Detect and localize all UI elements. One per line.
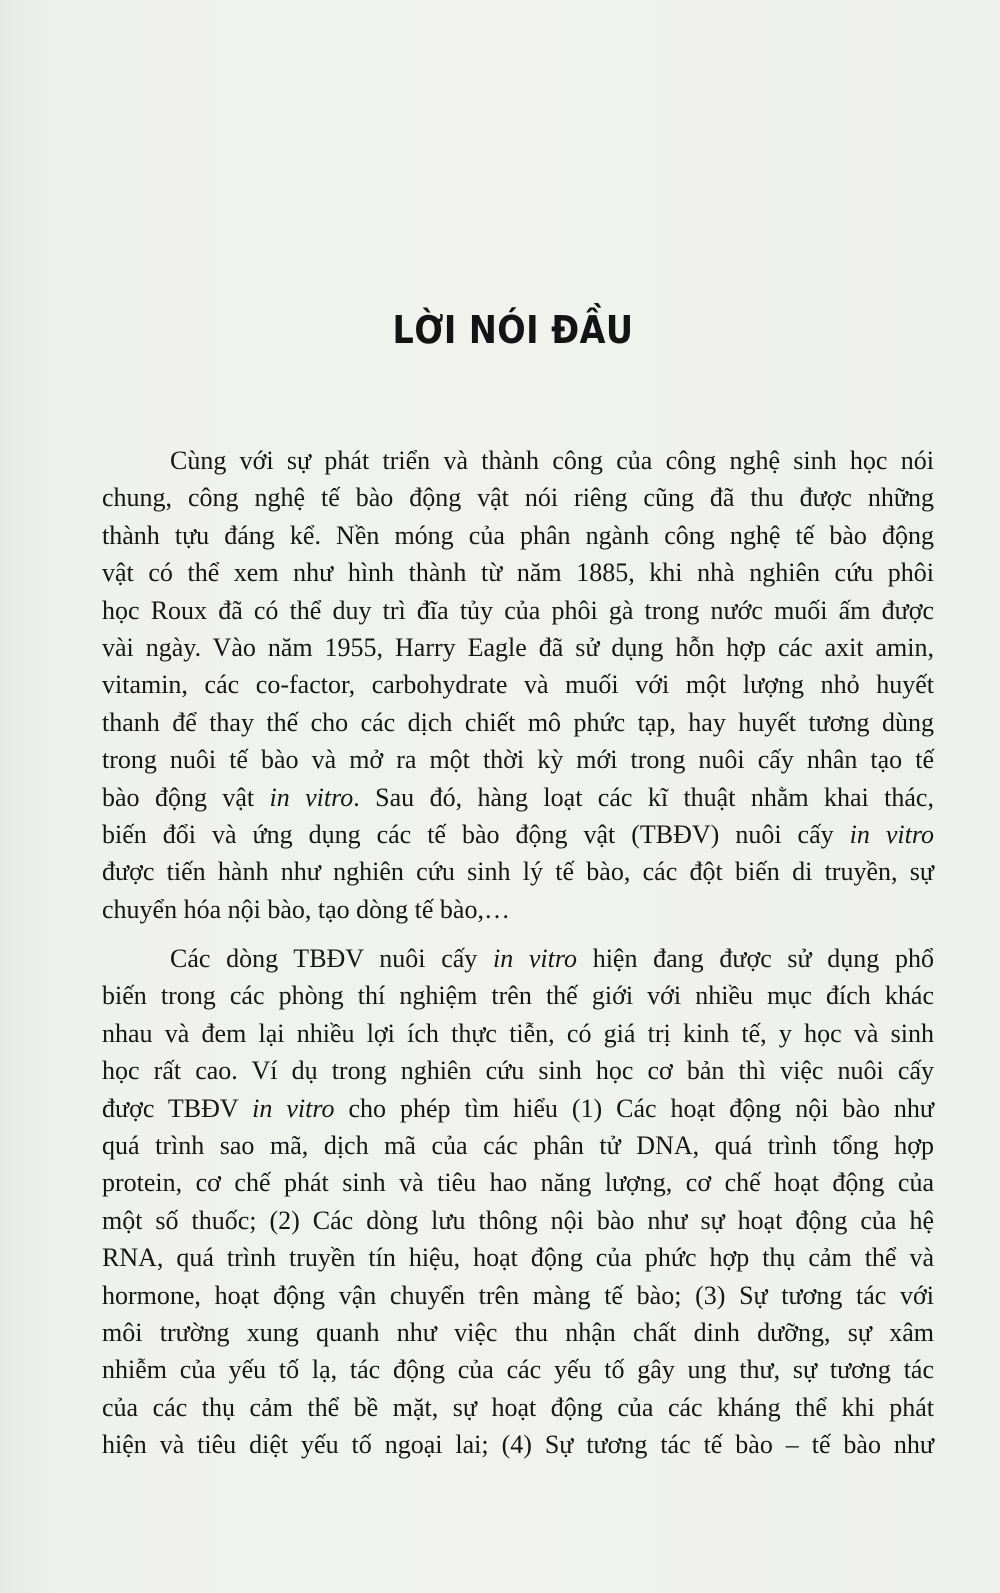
text-segment: được TBĐV <box>102 1093 253 1123</box>
text-line <box>102 816 934 853</box>
text-segment: học rất cao. Ví dụ trong nghiên cứu sinh học cơ bản thì việc nuôi cấy <box>102 1056 934 1086</box>
text-line <box>102 1351 934 1388</box>
italic-term: in vitro <box>269 782 354 812</box>
text-line <box>102 1314 934 1351</box>
text-segment: hiện và tiêu diệt yếu tố ngoại lai; (4) Sự tương tác tế bào – tế bào như <box>102 1430 934 1460</box>
text-segment: chuyển hóa nội bào, tạo dòng tế bào,… <box>102 894 510 924</box>
text-segment: biến đổi và ứng dụng các tế bào động vật (TBĐV) nuôi cấy <box>102 820 850 850</box>
page-title: LỜI NÓI ĐẦU <box>392 308 634 352</box>
text-segment: thanh để thay thế cho các dịch chiết mô phức tạp, hay huyết tương dùng <box>102 707 934 737</box>
text-line <box>102 1239 934 1276</box>
text-segment: nhiễm của yếu tố lạ, tác động của các yếu tố gây ung thư, sự tương tác <box>102 1355 934 1385</box>
text-line <box>102 891 934 928</box>
text-line <box>102 779 934 816</box>
paragraph-2 <box>102 940 934 1464</box>
text-segment: hormone, hoạt động vận chuyển trên màng tế bào; (3) Sự tương tác với <box>102 1280 934 1310</box>
text-segment: RNA, quá trình truyền tín hiệu, hoạt động của phức hợp thụ cảm thể và <box>102 1243 934 1273</box>
text-segment: môi trường xung quanh như việc thu nhận chất dinh dưỡng, sự xâm <box>102 1318 934 1348</box>
text-segment: học Roux đã có thể duy trì đĩa tủy của phôi gà trong nước muối ấm được <box>102 595 934 625</box>
text-segment: nhau và đem lại nhiều lợi ích thực tiễn, có giá trị kinh tế, y học và sinh <box>102 1018 934 1048</box>
text-line <box>102 940 934 977</box>
text-line <box>102 1202 934 1239</box>
text-line <box>102 1015 934 1052</box>
text-line <box>102 1426 934 1463</box>
text-line <box>102 853 934 890</box>
text-segment: Các dòng TBĐV nuôi cấy <box>170 944 493 973</box>
italic-term: in vitro <box>252 1093 335 1123</box>
italic-term: in vitro <box>849 820 934 850</box>
italic-term: in vitro <box>492 944 578 973</box>
text-line <box>102 977 934 1014</box>
text-segment: chung, công nghệ tế bào động vật nói riêng cũng đã thu được những <box>102 483 934 513</box>
text-line <box>102 1277 934 1314</box>
paragraph-1 <box>102 442 934 928</box>
text-segment: biến trong các phòng thí nghiệm trên thế giới với nhiều mục đích khác <box>102 981 934 1011</box>
text-segment: . Sau đó, hàng loạt các kĩ thuật nhằm khai thác, <box>353 782 934 812</box>
text-line <box>102 1389 934 1426</box>
text-line <box>102 1090 934 1127</box>
text-segment: cho phép tìm hiểu (1) Các hoạt động nội bào như <box>334 1093 935 1123</box>
text-line <box>102 1052 934 1089</box>
text-segment: được tiến hành như nghiên cứu sinh lý tế bào, các đột biến di truyền, sự <box>102 857 934 887</box>
text-segment: quá trình sao mã, dịch mã của các phân tử DNA, quá trình tổng hợp <box>102 1131 934 1161</box>
text-line <box>102 666 934 703</box>
text-line <box>102 554 934 591</box>
text-segment: thành tựu đáng kể. Nền móng của phân ngành công nghệ tế bào động <box>102 520 934 550</box>
text-segment: một số thuốc; (2) Các dòng lưu thông nội bào như sự hoạt động của hệ <box>102 1205 934 1235</box>
text-line <box>102 479 934 516</box>
text-line <box>102 442 934 479</box>
text-line <box>102 1127 934 1164</box>
text-segment: trong nuôi tế bào và mở ra một thời kỳ mới trong nuôi cấy nhân tạo tế <box>102 745 934 775</box>
text-segment: vật có thể xem như hình thành từ năm 1885, khi nhà nghiên cứu phôi <box>102 558 934 588</box>
text-line <box>102 517 934 554</box>
text-segment: hiện đang được sử dụng phổ <box>577 944 934 973</box>
text-line <box>102 741 934 778</box>
text-line <box>102 629 934 666</box>
text-segment: Cùng với sự phát triển và thành công của công nghệ sinh học nói <box>170 446 934 475</box>
text-segment: vitamin, các co-factor, carbohydrate và muối với một lượng nhỏ huyết <box>102 670 934 700</box>
text-segment: protein, cơ chế phát sinh và tiêu hao năng lượng, cơ chế hoạt động của <box>102 1168 934 1198</box>
text-segment: bào động vật <box>102 782 270 812</box>
text-line <box>102 704 934 741</box>
text-line <box>102 592 934 629</box>
text-segment: vài ngày. Vào năm 1955, Harry Eagle đã sử dụng hỗn hợp các axit amin, <box>102 633 934 663</box>
text-segment: của các thụ cảm thể bề mặt, sự hoạt động của các kháng thể khi phát <box>102 1392 934 1422</box>
text-line <box>102 1164 934 1201</box>
